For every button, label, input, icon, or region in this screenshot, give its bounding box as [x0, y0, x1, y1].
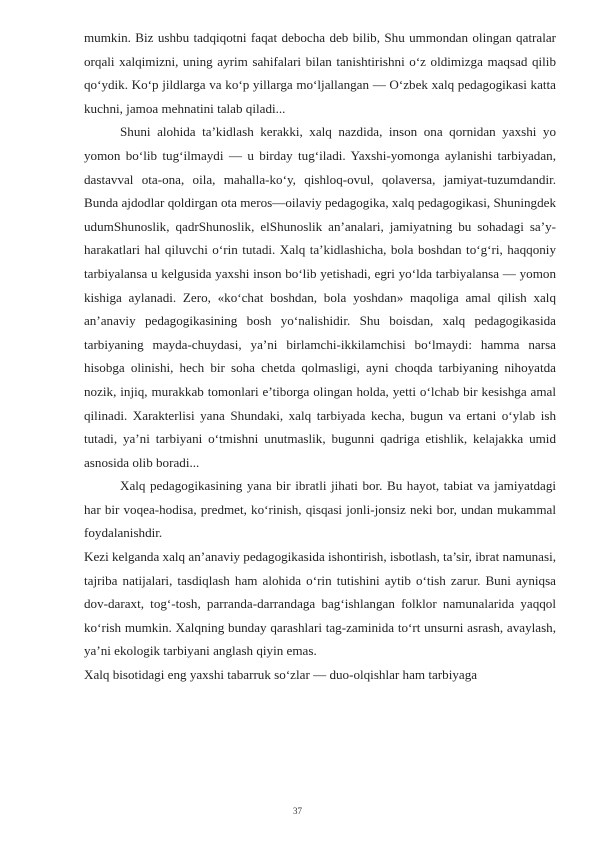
paragraph-continuation: mumkin. Biz ushbu tadqiqotni faqat debocha deb bilib, Shu ummondan olingan qatralar orqali xalqimizni, uning ayrim sahifalari bilan tanishtirishni o‘z oldimizga maqsad qilib qo‘ydik. Ko‘p jildlarga va ko‘p yillarga mo‘ljallangan — O‘zbek xalq pedagogikasi katta kuchni, jamoa mehnatini talab qiladi...: [84, 30, 556, 116]
document-body: [84, 26, 556, 687]
paragraph-persuasion: Kezi kelganda xalq an’anaviy pedagogikasida ishontirish, isbotlash, ta’sir, ibrat namunasi, tajriba natijalari, tasdiqlash ham alohida o‘rin tutishini aytib o‘tish zarur. Buni ayniqsa dov-daraxt, tog‘-tosh, parranda-darrandaga bag‘ishlangan folklor namunalarida yaqqol ko‘rish mumkin. Xalqning bunday qarashlari tag-zaminida to‘rt unsurni asrash, avaylash, ya’ni ekologik tarbiyani anglash qiyin emas.: [84, 549, 556, 659]
paragraph-pedagogy-aspect: Xalq pedagogikasining yana bir ibratli jihati bor. Bu hayot, tabiat va jamiyatdagi har bir voqea-hodisa, predmet, ko‘rinish, qisqasi jonli-jonsiz neki bor, undan mukammal foydalanishdir.: [84, 478, 556, 541]
paragraph-blessings: Xalq bisotidagi eng yaxshi tabarruk so‘zlar — duo-olqishlar ham tarbiyaga: [84, 667, 478, 683]
page-number: 37: [293, 806, 302, 816]
paragraph-upbringing: Shuni alohida ta’kidlash kerakki, xalq nazdida, inson ona qornidan yaxshi yo yomon bo‘lib tug‘ilmaydi — u birday tug‘iladi. Yaxshi-yomonga aylanishi tarbiyadan, dastavval ota-ona, oila, mahalla-ko‘y, qishloq-ovul, qolaversa, jamiyat-tuzumdandir. Bunda ajdodlar qoldirgan ota meros—oilaviy pedagogika, xalq pedagogikasi, Shuningdek udumShunoslik, qadrShunoslik, elShunoslik an’analari, jamiyatning bu sohadagi sa’y-harakatlari hal qiluvchi o‘rin tutadi. Xalq ta’kidlashicha, bola boshdan to‘g‘ri, haqqoniy tarbiyalansa u kelgusida yaxshi inson bo‘lib yetishadi, egri yo‘lda tarbiyalansa — yomon kishiga aylanadi. Zero, «ko‘chat boshdan, bola yoshdan» maqoliga amal qilish xalq an’anaviy pedagogikasining bosh yo‘nalishidir. Shu boisdan, xalq pedagogikasida tarbiyaning mayda-chuydasi, ya’ni birlamchi-ikkilamchisi bo‘lmaydi: hamma narsa hisobga olinishi, hech bir soha chetda qolmasligi, ayni choqda tarbiyaning nihoyatda nozik, injiq, murakkab tomonlari e’tiborga olingan holda, yetti o‘lchab bir kesishga amal qilinadi. Xarakterlisi yana Shundaki, xalq tarbiyada kecha, bugun va ertani o‘ylab ish tutadi, ya’ni tarbiyani o‘tmishni unutmaslik, bugunni qadriga etishlik, kelajakka umid asnosida olib boradi...: [84, 124, 556, 470]
